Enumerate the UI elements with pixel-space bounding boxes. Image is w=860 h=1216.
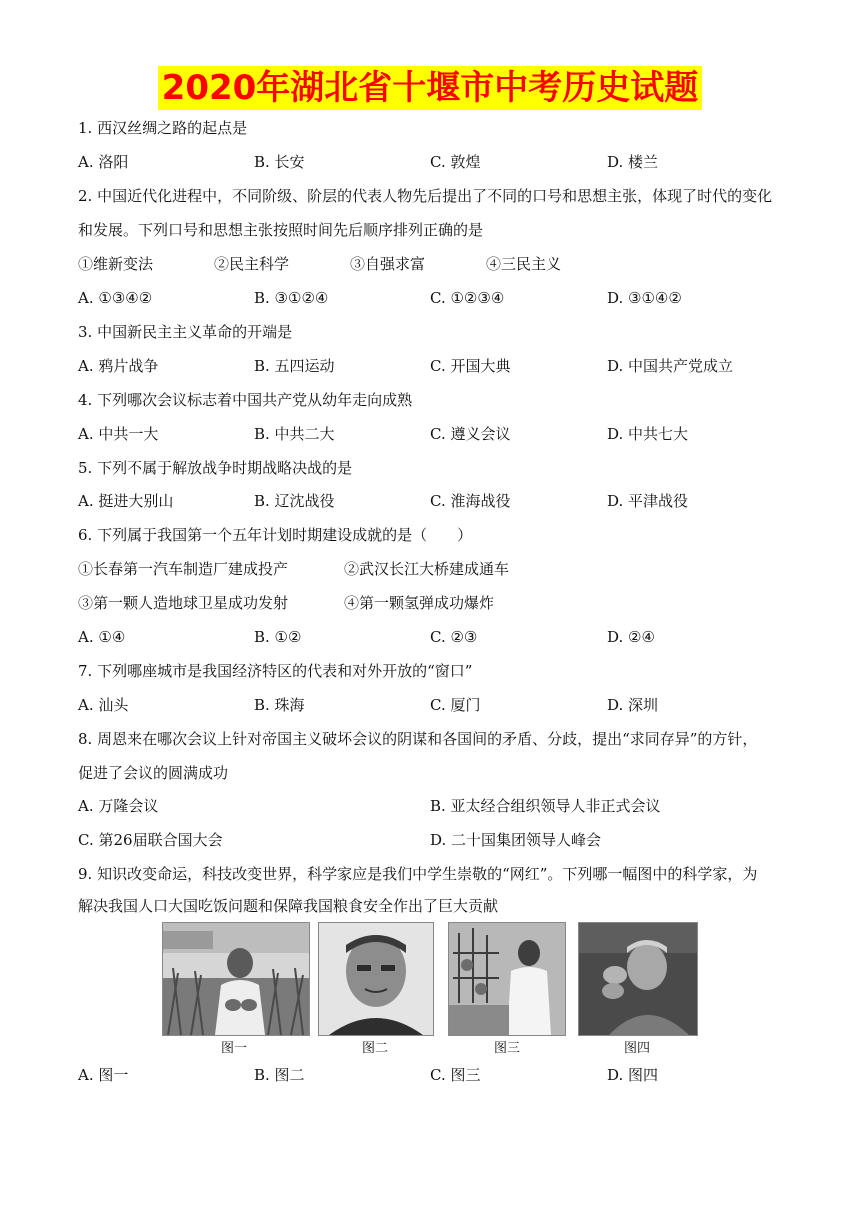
q8-option-a: A. 万隆会议 [78, 797, 159, 815]
q2-item-3: ③自强求富 [350, 255, 426, 273]
q6-option-a: A. ①④ [78, 628, 126, 646]
q1-option-d: D. 楼兰 [607, 153, 659, 171]
q2-option-d: D. ③①④② [607, 289, 682, 307]
question-9-stem-1: 9. 知识改变命运，科技改变世界，科学家应是我们中学生崇敬的“网红”。下列哪一幅图中的科学家，为 [78, 865, 758, 883]
q6-option-d: D. ②④ [607, 628, 655, 646]
q1-option-a: A. 洛阳 [78, 153, 129, 171]
caption-figure-3: 图三 [494, 1041, 521, 1056]
photo-1-rice-field [162, 922, 310, 1036]
q5-option-d: D. 平津战役 [607, 492, 689, 510]
q9-option-c: C. 图三 [430, 1066, 481, 1084]
photo-4-scientist [578, 922, 698, 1036]
q2-option-a: A. ①③④② [78, 289, 153, 307]
q9-option-a: A. 图一 [78, 1066, 129, 1084]
q2-item-1: ①维新变法 [78, 255, 154, 273]
question-8-stem-1: 8. 周恩来在哪次会议上针对帝国主义破坏会议的阴谋和各国间的矛盾、分歧，提出“求同存异”的方针， [78, 730, 758, 748]
photo-2-portrait [318, 922, 434, 1036]
q4-option-d: D. 中共七大 [607, 425, 689, 443]
q1-option-c: C. 敦煌 [430, 153, 481, 171]
question-9-stem-2: 解决我国人口大国吃饭问题和保障我国粮食安全作出了巨大贡献 [78, 897, 499, 915]
caption-figure-4: 图四 [624, 1041, 651, 1056]
q6-option-b: B. ①② [254, 628, 302, 646]
q1-option-b: B. 长安 [254, 153, 305, 171]
question-6-stem: 6. 下列属于我国第一个五年计划时期建设成就的是（ ） [78, 526, 473, 544]
q3-option-a: A. 鸦片战争 [78, 357, 159, 375]
q4-option-a: A. 中共一大 [78, 425, 159, 443]
question-2-stem-1: 2. 中国近代化进程中，不同阶级、阶层的代表人物先后提出了不同的口号和思想主张，体现了时代的变化 [78, 187, 773, 205]
q7-option-a: A. 汕头 [78, 696, 129, 714]
q6-option-c: C. ②③ [430, 628, 478, 646]
q6-item-1: ①长春第一汽车制造厂建成投产 [78, 560, 289, 578]
exam-title: 2020年湖北省十堰市中考历史试题 [158, 66, 703, 110]
q6-item-4: ④第一颗氢弹成功爆炸 [344, 594, 495, 612]
q2-item-4: ④三民主义 [486, 255, 562, 273]
q3-option-c: C. 开国大典 [430, 357, 511, 375]
q4-option-c: C. 遵义会议 [430, 425, 511, 443]
question-7-stem: 7. 下列哪座城市是我国经济特区的代表和对外开放的“窗口” [78, 662, 473, 680]
question-8-stem-2: 促进了会议的圆满成功 [78, 764, 229, 782]
q8-option-b: B. 亚太经合组织领导人非正式会议 [430, 797, 661, 815]
question-5-stem: 5. 下列不属于解放战争时期战略决战的是 [78, 459, 353, 477]
title-wrap [0, 66, 860, 110]
q6-item-3: ③第一颗人造地球卫星成功发射 [78, 594, 289, 612]
q8-option-c: C. 第26届联合国大会 [78, 831, 223, 849]
question-2-stem-2: 和发展。下列口号和思想主张按照时间先后顺序排列正确的是 [78, 221, 484, 239]
photo-3-lab [448, 922, 566, 1036]
q4-option-b: B. 中共二大 [254, 425, 335, 443]
question-4-stem: 4. 下列哪次会议标志着中国共产党从幼年走向成熟 [78, 391, 413, 409]
q7-option-c: C. 厦门 [430, 696, 481, 714]
q9-option-d: D. 图四 [607, 1066, 659, 1084]
caption-figure-1: 图一 [221, 1041, 248, 1056]
q8-option-d: D. 二十国集团领导人峰会 [430, 831, 602, 849]
question-1-stem: 1. 西汉丝绸之路的起点是 [78, 119, 248, 137]
q2-option-b: B. ③①②④ [254, 289, 329, 307]
q5-option-c: C. 淮海战役 [430, 492, 511, 510]
q5-option-a: A. 挺进大别山 [78, 492, 174, 510]
q2-item-2: ②民主科学 [214, 255, 290, 273]
caption-figure-2: 图二 [362, 1041, 389, 1056]
q7-option-d: D. 深圳 [607, 696, 659, 714]
question-3-stem: 3. 中国新民主主义革命的开端是 [78, 323, 293, 341]
q5-option-b: B. 辽沈战役 [254, 492, 335, 510]
q9-option-b: B. 图二 [254, 1066, 305, 1084]
q2-option-c: C. ①②③④ [430, 289, 505, 307]
q6-item-2: ②武汉长江大桥建成通车 [344, 560, 510, 578]
q3-option-d: D. 中国共产党成立 [607, 357, 734, 375]
q3-option-b: B. 五四运动 [254, 357, 335, 375]
q7-option-b: B. 珠海 [254, 696, 305, 714]
